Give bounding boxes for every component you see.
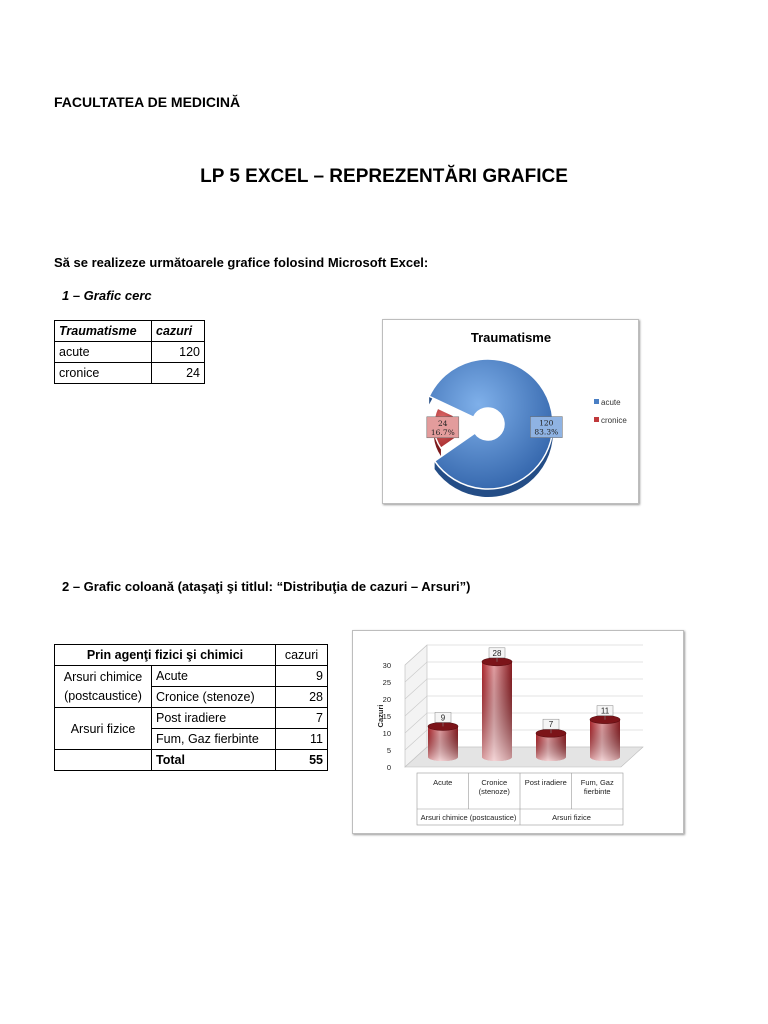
table-header-row <box>55 645 328 666</box>
y-tick-label: 25 <box>382 678 391 687</box>
x-tick-label: (stenoze) <box>478 787 510 796</box>
y-tick-label: 0 <box>386 763 391 772</box>
bar-chart-container <box>352 630 684 834</box>
x-group-label: Arsuri chimice (postcaustice) <box>420 813 517 822</box>
section1-heading: 1 – Grafic cerc <box>62 288 152 303</box>
page-title: LP 5 EXCEL – REPREZENTĂRI GRAFICE <box>200 166 568 187</box>
table-header-cell: Prin agenţi fizici şi chimici <box>55 645 276 666</box>
pie-data-label-percent: 16.7% <box>430 427 455 437</box>
bar-chart <box>353 631 683 833</box>
table-cell <box>55 750 152 771</box>
intro-text: Să se realizeze următoarele grafice folosind Microsoft Excel: <box>54 255 429 270</box>
table-cell: acute <box>55 342 152 363</box>
table-cell: 9 <box>276 666 328 687</box>
table-cell: cronice <box>55 363 152 384</box>
traumatisme-table <box>54 320 205 384</box>
y-tick-label: 10 <box>382 729 391 738</box>
bar-Cronice (stenoze) <box>482 648 512 761</box>
bar-Fum, Gaz fierbinte <box>590 706 620 761</box>
x-tick-label: Fum, Gaz <box>580 778 614 787</box>
table-cell: Post iradiere <box>152 708 276 729</box>
x-tick-label: Acute <box>433 778 453 787</box>
table-cell: Cronice (stenoze) <box>152 687 276 708</box>
pie-data-label-value: 120 <box>539 418 554 428</box>
x-tick-label: fierbinte <box>583 787 611 796</box>
bar-data-label: 7 <box>548 720 554 730</box>
pie-data-label-percent: 83.3% <box>534 427 559 437</box>
y-axis-label: Cazuri <box>376 704 385 728</box>
table-row <box>55 708 328 729</box>
legend-label-acute: acute <box>601 398 621 407</box>
bar-data-label: 9 <box>440 713 446 723</box>
table-header-cell: cazuri <box>152 321 205 342</box>
table-cell: Acute <box>152 666 276 687</box>
legend-label-cronice: cronice <box>601 416 627 425</box>
pie-chart <box>383 320 638 503</box>
table-row <box>55 666 328 687</box>
table-cell: 11 <box>276 729 328 750</box>
table-cell: 24 <box>152 363 205 384</box>
arsuri-table <box>54 644 328 771</box>
section2-heading: 2 – Grafic coloană (ataşaţi şi titlul: “Distribuţia de cazuri – Arsuri”) <box>62 579 471 594</box>
table-total-row <box>55 750 328 771</box>
bar-shade <box>428 726 458 761</box>
y-tick-label: 5 <box>386 746 391 755</box>
table-header-row <box>55 321 205 342</box>
pie-chart-container <box>382 319 639 504</box>
table-cell: Fum, Gaz fierbinte <box>152 729 276 750</box>
bar-Acute <box>428 712 458 761</box>
table-group-cell: Arsuri fizice <box>55 708 152 750</box>
bar-Post iradiere <box>536 719 566 761</box>
bar-data-label: 28 <box>492 648 502 658</box>
table-cell: 120 <box>152 342 205 363</box>
table-header-cell: Traumatisme <box>55 321 152 342</box>
legend-swatch-cronice <box>594 417 599 422</box>
table-header-cell: cazuri <box>276 645 328 666</box>
bar-shade <box>482 662 512 761</box>
pie-chart-title: Traumatisme <box>470 330 552 345</box>
x-tick-label: Cronice <box>481 778 508 787</box>
x-group-label: Arsuri fizice <box>552 813 591 822</box>
table-total-value: 55 <box>276 750 328 771</box>
table-cell: 7 <box>276 708 328 729</box>
y-tick-label: 15 <box>382 712 391 721</box>
table-row <box>55 342 205 363</box>
y-tick-label: 20 <box>382 695 391 704</box>
table-cell: 28 <box>276 687 328 708</box>
pie-data-label-value: 24 <box>438 418 448 428</box>
bar-shade <box>590 720 620 761</box>
table-group-cell: Arsuri chimice (postcaustice) <box>55 666 152 708</box>
table-row <box>55 363 205 384</box>
bar-data-label: 11 <box>600 706 610 716</box>
table-total-label: Total <box>152 750 276 771</box>
faculty-heading: FACULTATEA DE MEDICINĂ <box>54 94 241 110</box>
legend-swatch-acute <box>594 399 599 404</box>
y-tick-label: 30 <box>382 661 391 670</box>
x-tick-label: Post iradiere <box>524 778 567 787</box>
